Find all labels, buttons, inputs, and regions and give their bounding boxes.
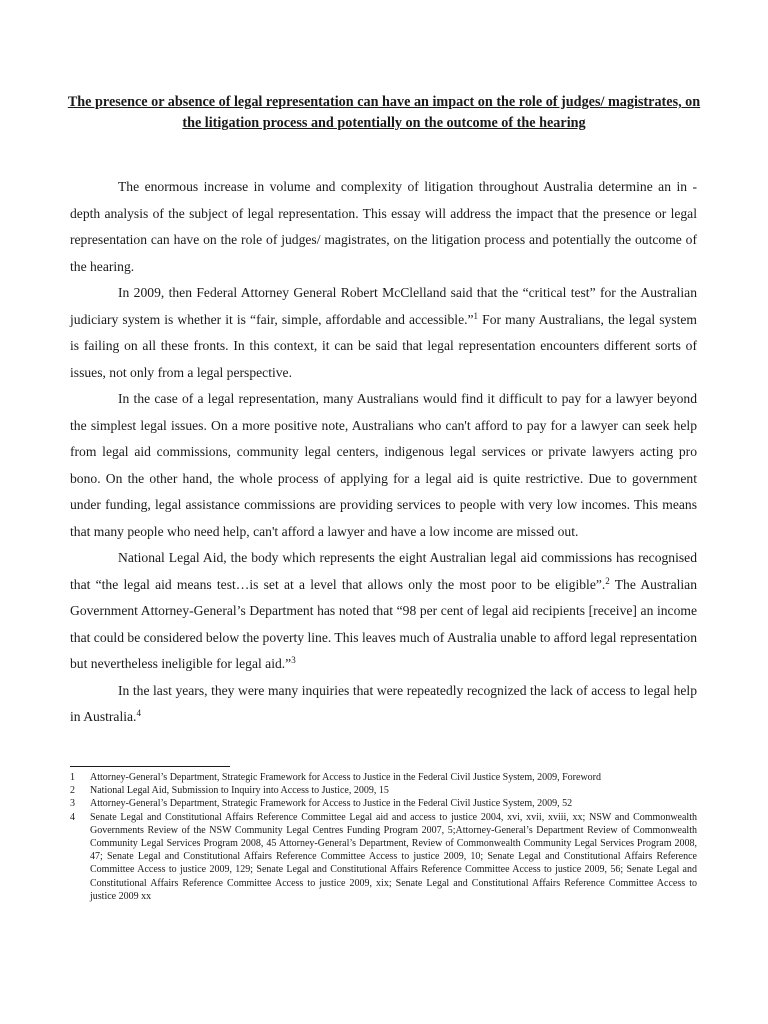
footnote-text: Senate Legal and Constitutional Affairs Reference Committee Legal aid and access to justice 2004, xvi, xvii, xviii, xx; NSW and Commonwealth Governments Review of the NSW Community Legal Centres Funding Program 2007, 5;Attorney-General’s Department Review of Commonwealth Community Legal Services Program 2008, 45 Attorney-General’s Department, Review of Commonwealth Community Legal Services Program 2008, 47; Senate Legal and Constitutional Affairs Reference Committee Access to justice 2009, 10; Senate Legal and Constitutional Affairs Reference Committee Access to justice 2009, 129; Senate Legal and Constitutional Affairs Reference Committee Access to justice 2009, 56; Senate Legal and Constitutional Affairs Reference Committee Access to justice 2009, xix; Senate Legal and Constitutional Affairs Reference Committee Access to justice 2009 xx [90,811,697,902]
footnote-separator [70,766,230,767]
footnote-reference[interactable]: 3 [291,655,296,665]
footnote-text: Attorney-General’s Department, Strategic Framework for Access to Justice in the Federal Civil Justice System, 2009, Foreword [90,772,601,783]
paragraph-text: The Australian Government Attorney-General’s Department has noted that “98 per cent of legal aid recipients [receive] an income that could be considered below the poverty line. This leaves much of Australia unable to afford legal representation but nevertheless ineligible for legal aid.” [70,576,697,671]
paragraph-text: The enormous increase in volume and complexity of litigation throughout Australia determine an in - depth analysis of the subject of legal representation. This essay will address the impact that the presence or legal representation can have on the role of judges/ magistrates, on the litigation process and potentially the outcome of the hearing. [70,179,697,274]
footnote-reference[interactable]: 2 [605,575,610,586]
footnote-text: National Legal Aid, Submission to Inquiry into Access to Justice, 2009, 15 [90,785,389,797]
footnote-reference[interactable]: 4 [136,708,141,718]
paragraph [70,280,697,386]
paragraph-text: In the last years, they were many inquiries that were repeatedly recognized the lack of access to legal help in Australia. [70,682,697,724]
footnote-number: 3 [70,798,75,810]
footnote [70,811,697,903]
paragraph-text: For many Australians, the legal system is failing on all these fronts. In this context, it can be said that legal representation encounters different sorts of issues, not only from a legal perspective. [70,311,697,380]
paragraph [70,174,697,280]
footnote-number: 4 [70,811,75,823]
paragraph-text: In 2009, then Federal Attorney General Robert McClelland said that the “critical test” for the Australian judiciary system is whether it is “fair, simple, affordable and accessible.” [70,285,697,327]
paragraph-text: In the case of a legal representation, many Australians would find it difficult to pay for a lawyer beyond the simplest legal issues. On a more positive note, Australians who can't afford to pay for a lawyer can seek help from legal aid commissions, community legal centers, indigenous legal services or private lawyers acting pro bono. On the other hand, the whole process of applying for a legal aid is quite restrictive. Due to government under funding, legal assistance commissions are providing services to people with very low incomes. This means that many people who need help, can't afford a lawyer and have a low income are missed out. [70,391,697,539]
paragraph [70,678,697,731]
footnote [70,784,697,797]
footnotes [70,771,697,903]
paragraph [70,386,697,545]
paragraph-text: National Legal Aid, the body which represents the eight Australian legal aid commissions has recognised that “the legal aid means test…is set at a level that allows only the most poor to be eligible”. [70,550,697,592]
document-body [70,174,697,731]
footnote-number: 2 [70,785,75,797]
footnote-reference[interactable]: 1 [473,310,479,321]
document-title: The presence or absence of legal representation can have an impact on the role of judges/ magistrates, on the litigation process and potentially on the outcome of the hearing [67,94,701,131]
paragraph [70,545,697,678]
footnote [70,771,697,784]
footnote-text: Attorney-General’s Department, Strategic Framework for Access to Justice in the Federal Civil Justice System, 2009, 52 [90,798,573,810]
footnote-number: 1 [70,772,75,783]
footnote [70,797,697,810]
